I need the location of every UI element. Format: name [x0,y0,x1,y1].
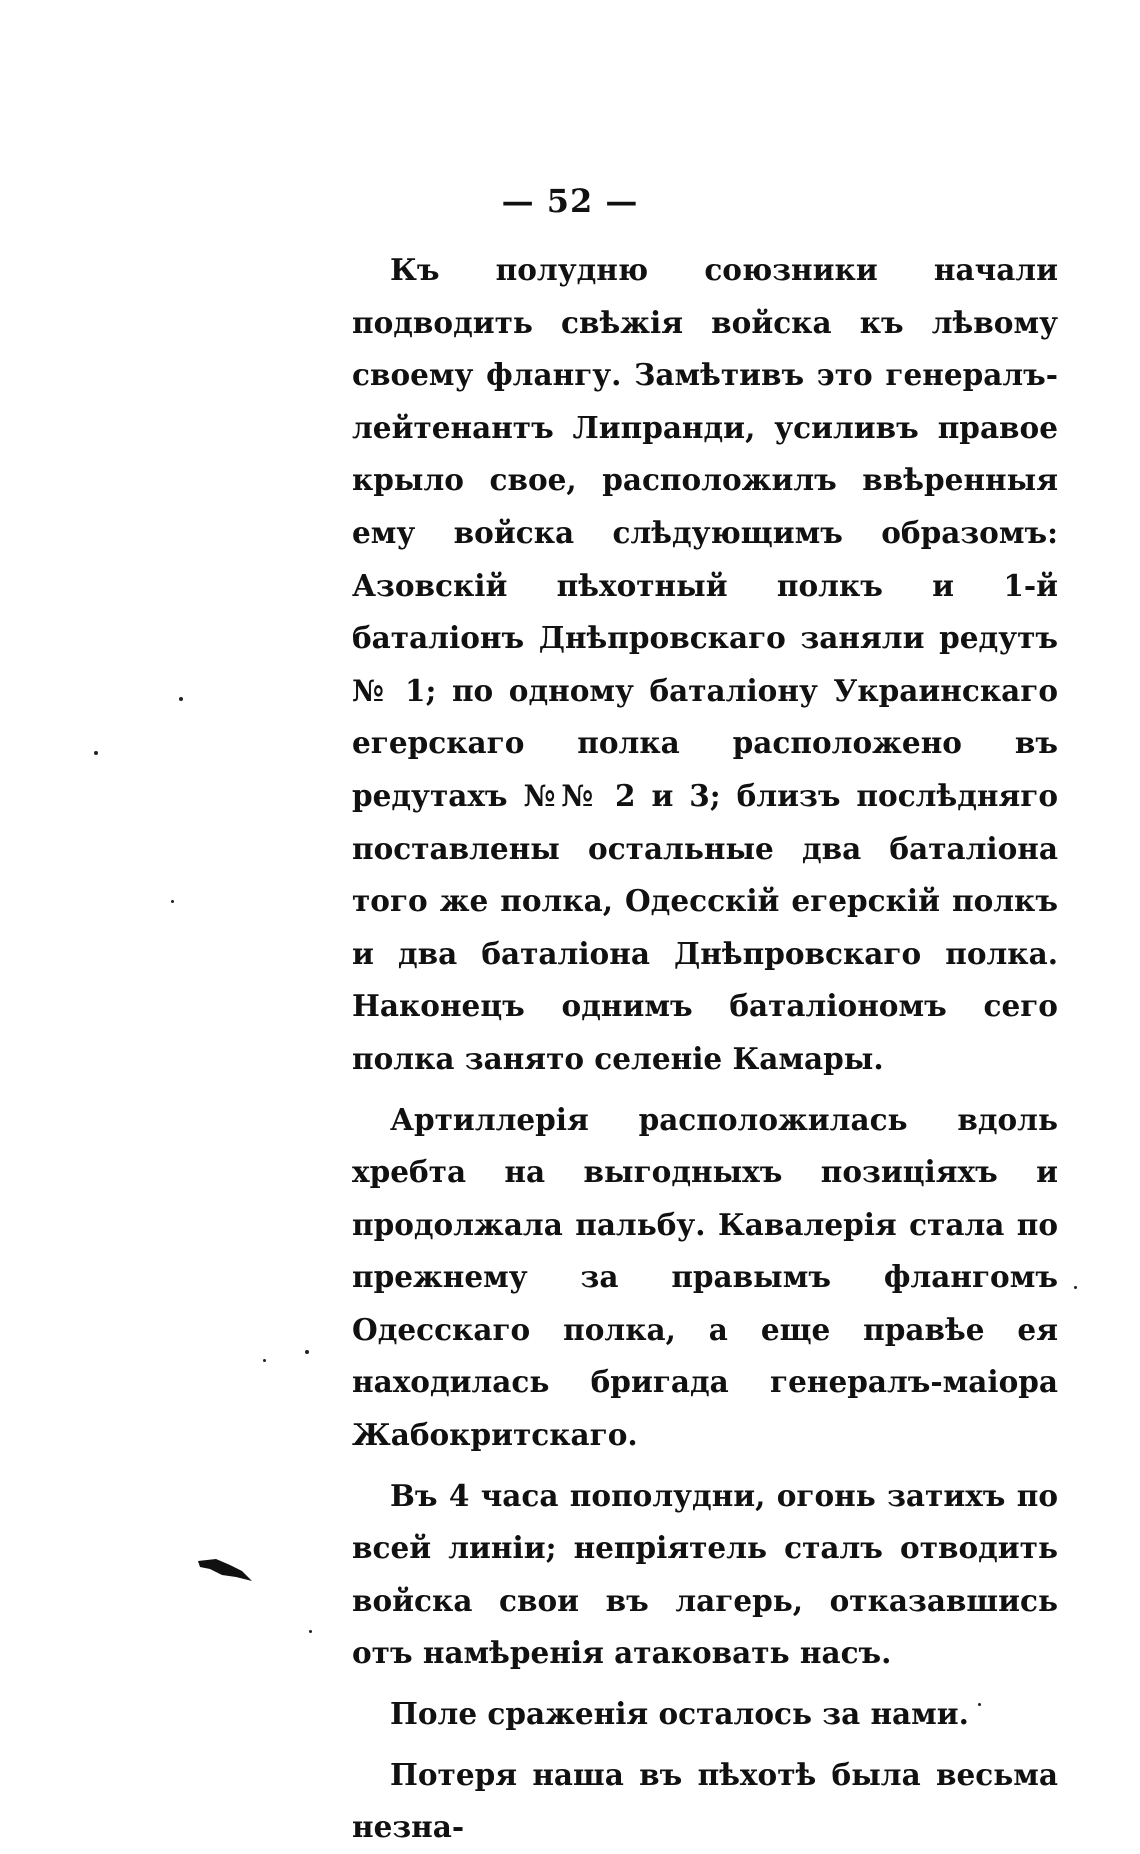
paragraph-1: Къ полудню союзники начали подводить свѣжія войска къ лѣвому своему флангу. Замѣтивъ это генералъ-лейтенантъ Липранди, усиливъ правое крыло свое, расположилъ ввѣренныя ему войска слѣдующимъ образомъ: Азовскій пѣхотный полкъ и 1-й баталіонъ Днѣпровскаго заняли редутъ № 1; по одному баталіону Украинскаго егерскаго полка расположено въ редутахъ №№ 2 и 3; близъ послѣдняго поставлены остальные два баталіона того же полка, Одесскій егерскій полкъ и два баталіона Днѣпровскаго полка. Наконецъ однимъ баталіономъ сего полка занято селеніе Камары. [352,252,1058,1076]
paragraph-5: Потеря наша въ пѣхотѣ была весьма незна- [352,1756,1058,1845]
scan-speck [179,697,183,701]
page-number: — 52 — [501,182,639,220]
scan-speck [94,751,98,755]
scan-speck [305,1350,309,1354]
body-text [352,244,1058,1854]
paragraph-4: Поле сраженія осталось за нами. [390,1696,969,1732]
scan-speck [1074,1286,1077,1289]
ink-blot [196,1557,254,1583]
paragraph-2: Артиллерія расположилась вдоль хребта на выгодныхъ позиціяхъ и продолжала пальбу. Кавалерія стала по прежнему за правымъ флангомъ Одесскаго полка, а еще правѣе ея находилась бригада генералъ-маіора Жабокритскаго. [352,1101,1058,1453]
scan-speck [263,1359,266,1362]
scan-speck [309,1630,312,1633]
scan-speck [171,900,174,903]
scan-speck [978,1703,981,1706]
paragraph-3: Въ 4 часа пополудни, огонь затихъ по всей линіи; непріятель сталъ отводить войска свои въ лагерь, отказавшись отъ намѣренія атаковать насъ. [352,1477,1058,1671]
